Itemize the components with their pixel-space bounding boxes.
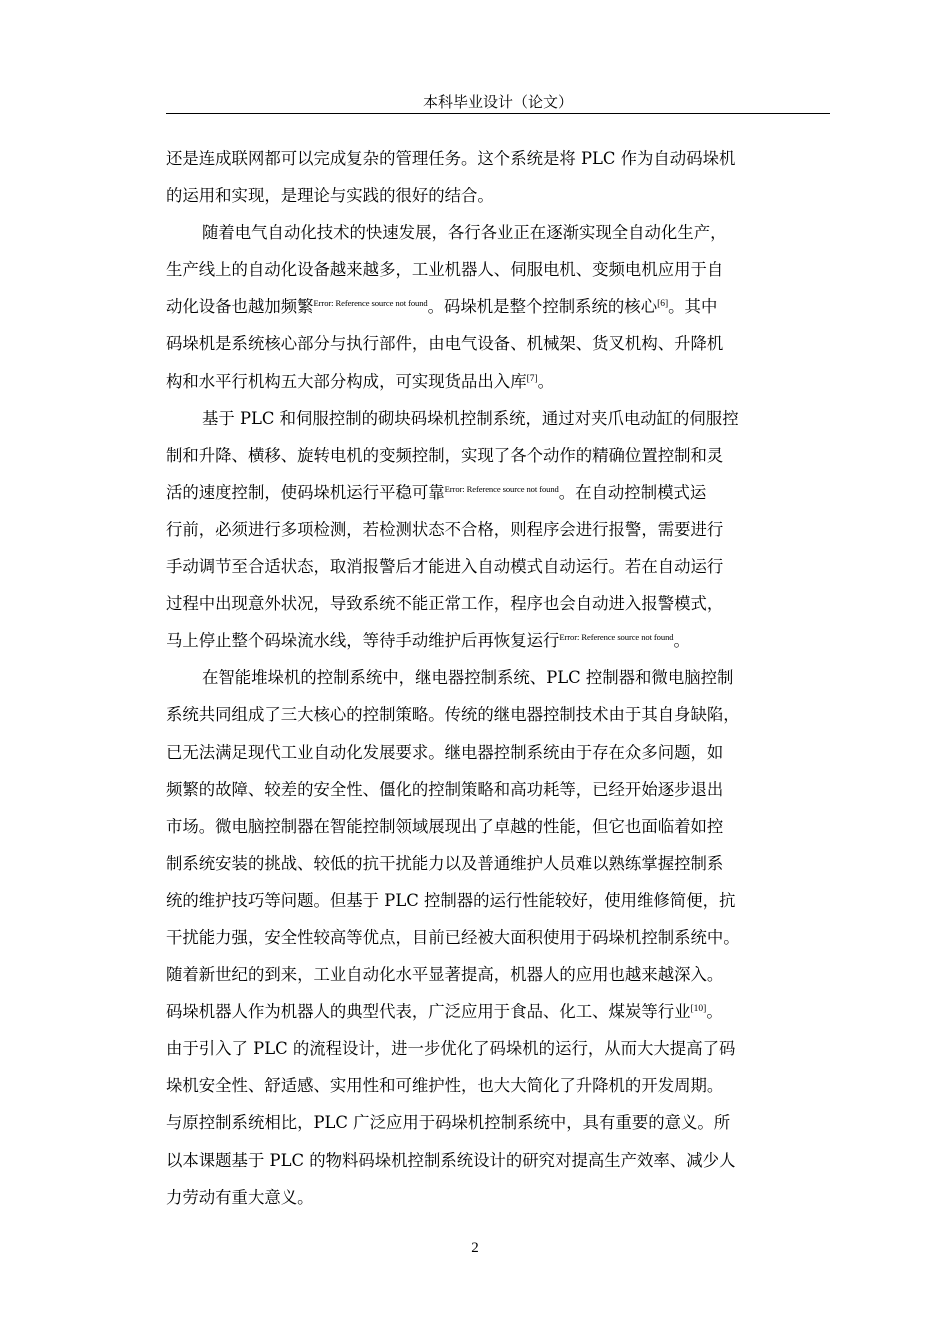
- citation-superscript: [6]: [657, 299, 669, 310]
- body-text: [166, 140, 834, 1216]
- text-line: 市场。微电脑控制器在智能控制领域展现出了卓越的性能，但它也面临着如控: [166, 816, 724, 836]
- text-line: 力劳动有重大意义。: [166, 1187, 314, 1207]
- text-segment: 马上停止整个码垛流水线，等待手动维护后再恢复运行: [166, 631, 560, 651]
- text-segment: 。: [706, 1002, 723, 1022]
- text-segment: 。在自动控制模式运: [558, 482, 707, 502]
- text-line: 生产线上的自动化设备越来越多，工业机器人、伺服电机、变频电机应用于自: [166, 260, 724, 280]
- text-line: 手动调节至合适状态，取消报警后才能进入自动模式自动运行。若在自动运行: [166, 557, 724, 577]
- reference-error-superscript: Error: Reference source not found: [559, 632, 674, 643]
- text-line: 过程中出现意外状况，导致系统不能正常工作，程序也会自动进入报警模式，: [166, 594, 724, 614]
- citation-superscript: [10]: [690, 1004, 707, 1015]
- text-segment: 动化设备也越加频繁: [166, 297, 314, 317]
- text-line: 码垛机是系统核心部分与执行部件，由电气设备、机械架、货叉机构、升降机: [166, 334, 724, 354]
- text-line: [166, 363, 834, 400]
- text-segment: 。: [673, 631, 690, 651]
- text-line: 行前，必须进行多项检测，若检测状态不合格，则程序会进行报警，需要进行: [166, 519, 724, 539]
- text-line: 还是连成联网都可以完成复杂的管理任务。这个系统是将 PLC 作为自动码垛机: [166, 149, 736, 168]
- text-line: 与原控制系统相比，PLC 广泛应用于码垛机控制系统中，具有重要的意义。所: [166, 1113, 731, 1133]
- text-segment: 。码垛机是整个控制系统的核心: [427, 297, 658, 317]
- text-line: 由于引入了 PLC 的流程设计，进一步优化了码垛机的运行，从而大大提高了码: [166, 1039, 736, 1059]
- text-line: 随着电气自动化技术的快速发展，各行各业正在逐渐实现全自动化生产，: [202, 223, 727, 243]
- text-line: 垛机安全性、舒适感、实用性和可维护性，也大大简化了升降机的开发周期。: [166, 1076, 724, 1096]
- text-line: [166, 288, 834, 325]
- text-line: 的运用和实现，是理论与实践的很好的结合。: [166, 186, 494, 206]
- text-line: [166, 993, 834, 1030]
- page-header-title: 本科毕业设计（论文）: [422, 93, 573, 111]
- text-line: [166, 622, 834, 659]
- text-segment: 活的速度控制，使码垛机运行平稳可靠: [166, 482, 445, 502]
- text-line: 在智能堆垛机的控制系统中，继电器控制系统、PLC 控制器和微电脑控制: [202, 668, 734, 688]
- text-line: 以本课题基于 PLC 的物料码垛机控制系统设计的研究对提高生产效率、减少人: [166, 1150, 736, 1170]
- text-segment: 。: [537, 371, 555, 391]
- text-line: 干扰能力强，安全性较高等优点，目前已经被大面积使用于码垛机控制系统中。: [166, 927, 740, 947]
- text-segment: 码垛机器人作为机器人的典型代表，广泛应用于食品、化工、煤炭等行业: [166, 1002, 691, 1022]
- citation-superscript: [7]: [526, 373, 538, 384]
- text-line: 频繁的故障、较差的安全性、僵化的控制策略和高功耗等，已经开始逐步退出: [166, 779, 724, 799]
- text-segment: 构和水平行机构五大部分构成，可实现货品出入库: [166, 371, 527, 391]
- text-line: 制和升降、横移、旋转电机的变频控制，实现了各个动作的精确位置控制和灵: [166, 445, 724, 465]
- text-line: 统的维护技巧等问题。但基于 PLC 控制器的运行性能较好，使用维修简便，抗: [166, 890, 736, 910]
- text-line: [166, 474, 834, 511]
- text-line: 随着新世纪的到来，工业自动化水平显著提高，机器人的应用也越来越深入。: [166, 965, 724, 985]
- text-line: 系统共同组成了三大核心的控制策略。传统的继电器控制技术由于其自身缺陷，: [166, 705, 740, 725]
- text-segment: 。其中: [668, 297, 718, 317]
- text-line: 基于 PLC 和伺服控制的砌块码垛机控制系统，通过对夹爪电动缸的伺服控: [202, 408, 739, 428]
- text-line: 制系统安装的挑战、较低的抗干扰能力以及普通维护人员难以熟练掌握控制系: [166, 853, 724, 873]
- text-line: 已无法满足现代工业自动化发展要求。继电器控制系统由于存在众多问题，如: [166, 742, 724, 762]
- page-number: 2: [471, 1240, 479, 1256]
- header-rule: [166, 113, 830, 114]
- reference-error-superscript: Error: Reference source not found: [444, 483, 559, 494]
- reference-error-superscript: Error: Reference source not found: [313, 298, 428, 309]
